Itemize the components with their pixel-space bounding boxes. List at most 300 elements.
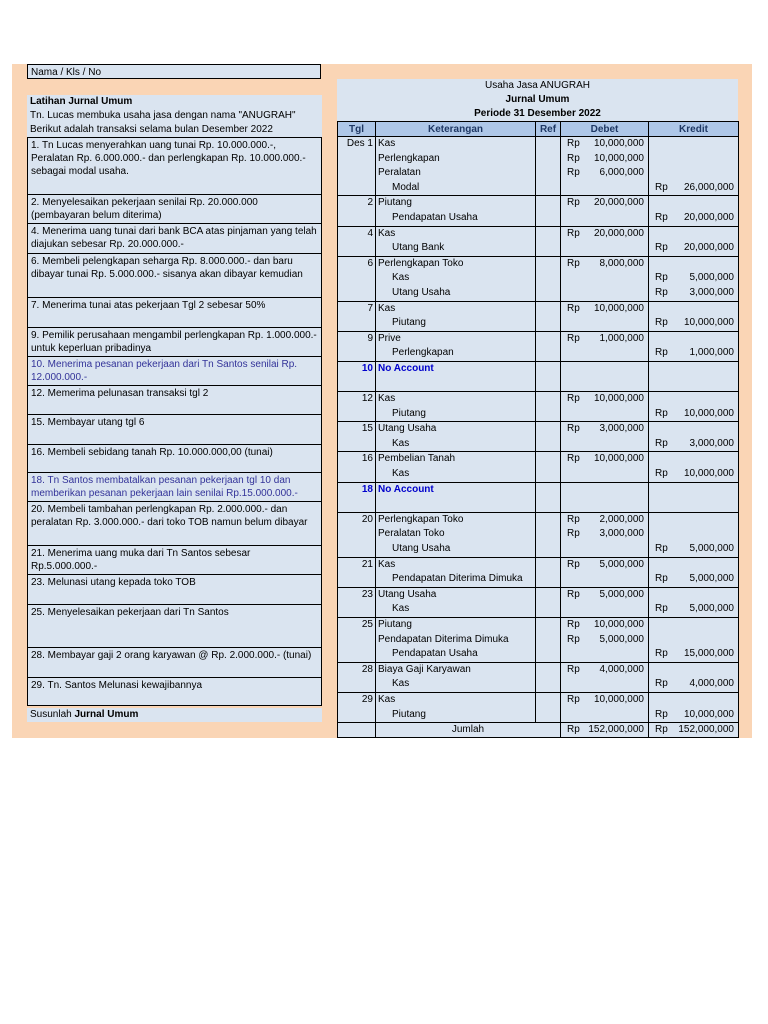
ref-cell [536, 422, 561, 452]
date-blank [338, 407, 375, 422]
credit-amount: 5,000,000 [689, 603, 734, 615]
exercise-panel [27, 95, 322, 722]
currency-label: Rp [567, 663, 580, 675]
ref-blank [536, 362, 560, 377]
account-name: Biaya Gaji Karyawan [378, 663, 471, 675]
transaction-item: 18. Tn Santos membatalkan pesanan pekerjaan tgl 10 dan memberikan pesanan pekerjaan lain senilai Rp.15.000.000.- [27, 473, 322, 502]
credit-line [649, 588, 738, 603]
credit-line [649, 437, 738, 452]
debit-cell [561, 301, 649, 331]
date-cell [338, 256, 376, 301]
journal-entry-row [338, 692, 739, 722]
credit-cell [649, 331, 739, 361]
ref-blank [536, 497, 560, 512]
date-blank [338, 377, 375, 392]
credit-line [649, 513, 738, 528]
account-cell [376, 587, 536, 617]
currency-label: Rp [655, 242, 668, 254]
exercise-intro-2: Berikut adalah transaksi selama bulan Desember 2022 [27, 123, 322, 137]
currency-label: Rp [655, 272, 668, 284]
date-blank [338, 152, 375, 167]
account-name: Kas [378, 558, 396, 570]
account-name: Utang Usaha [392, 543, 451, 555]
debit-line [561, 452, 648, 467]
debit-line [561, 513, 648, 528]
credit-line [649, 542, 738, 557]
currency-label: Rp [655, 181, 668, 193]
account-cell [376, 692, 536, 722]
entry-date: 29 [361, 693, 373, 705]
journal-entry-row [338, 196, 739, 226]
credit-amount: 10,000,000 [683, 407, 734, 419]
exercise-intro: Tn. Lucas membuka usaha jasa dengan nama "ANUGRAH" [27, 109, 322, 123]
account-name: Pendapatan Usaha [392, 211, 478, 223]
debit-cell [561, 452, 649, 482]
transaction-item: 23. Melunasi utang kepada toko TOB [27, 575, 322, 605]
credit-cell [649, 587, 739, 617]
ref-blank [536, 527, 560, 542]
credit-line [649, 271, 738, 286]
journal-entry-row [338, 137, 739, 196]
currency-label: Rp [655, 648, 668, 660]
account-cell [376, 557, 536, 587]
debit-line [561, 302, 648, 317]
currency-label: Rp [567, 528, 580, 540]
credit-line [649, 257, 738, 272]
transaction-item: 7. Menerima tunai atas pekerjaan Tgl 2 sebesar 50% [27, 298, 322, 328]
ref-blank [536, 137, 560, 152]
ref-blank [536, 647, 560, 662]
ref-blank [536, 513, 560, 528]
debit-line [561, 166, 648, 181]
ref-blank [536, 467, 560, 482]
credit-line [649, 663, 738, 678]
ref-blank [536, 181, 560, 196]
journal-panel [337, 79, 738, 738]
credit-cell [649, 226, 739, 256]
journal-entry-row [338, 361, 739, 391]
instruction-text: Susunlah [30, 709, 75, 720]
credit-cell [649, 361, 739, 391]
ref-cell [536, 692, 561, 722]
col-header-keterangan: Keterangan [376, 122, 536, 137]
debit-cell [561, 692, 649, 722]
debit-amount: 20,000,000 [593, 227, 644, 239]
credit-line [649, 618, 738, 633]
name-class-number-field[interactable]: Nama / Kls / No [27, 64, 321, 79]
transaction-item: 15. Membayar utang tgl 6 [27, 415, 322, 445]
account-cell [376, 482, 536, 512]
credit-line [649, 483, 738, 498]
date-cell [338, 452, 376, 482]
debit-line [561, 316, 648, 331]
credit-amount: 4,000,000 [689, 678, 734, 690]
account-cell [376, 137, 536, 196]
account-cell [376, 256, 536, 301]
journal-entry-row [338, 618, 739, 663]
total-label: Jumlah [376, 723, 561, 738]
ref-blank [536, 211, 560, 226]
ref-blank [536, 332, 560, 347]
credit-amount: 20,000,000 [683, 242, 734, 254]
journal-entry-row [338, 662, 739, 692]
currency-label: Rp [655, 678, 668, 690]
journal-entry-row [338, 331, 739, 361]
debit-cell [561, 482, 649, 512]
debit-line [561, 633, 648, 648]
date-blank [338, 647, 375, 662]
ref-cell [536, 301, 561, 331]
col-header-ref: Ref [536, 122, 561, 137]
credit-cell [649, 662, 739, 692]
date-cell [338, 226, 376, 256]
credit-cell [649, 301, 739, 331]
account-cell [376, 361, 536, 391]
debit-amount: 10,000,000 [593, 453, 644, 465]
credit-amount: 5,000,000 [689, 573, 734, 585]
date-blank [338, 527, 375, 542]
account-name: Pendapatan Usaha [392, 648, 478, 660]
debit-amount: 3,000,000 [599, 423, 644, 435]
entry-date: 6 [367, 257, 373, 269]
credit-amount: 1,000,000 [689, 347, 734, 359]
debit-amount: 3,000,000 [599, 528, 644, 540]
transaction-item: 1. Tn Lucas menyerahkan uang tunai Rp. 10.000.000.-, Peralatan Rp. 6.000.000.- dan perlengkapan Rp. 10.000.000.- sebagai modal usaha. [27, 137, 322, 195]
debit-line [561, 708, 648, 723]
entry-date: 16 [361, 453, 373, 465]
entry-date: 7 [367, 302, 373, 314]
currency-label: Rp [655, 211, 668, 223]
debit-amount: 10,000,000 [593, 152, 644, 164]
date-cell [338, 618, 376, 663]
account-name: Perlengkapan Toko [378, 513, 464, 525]
credit-amount: 10,000,000 [683, 708, 734, 720]
account-name: Kas [378, 693, 396, 705]
journal-entry-row [338, 587, 739, 617]
account-name: Peralatan Toko [378, 528, 445, 540]
debit-line [561, 346, 648, 361]
account-name: Kas [392, 603, 410, 615]
credit-line [649, 346, 738, 361]
account-name: Utang Usaha [392, 286, 451, 298]
currency-label: Rp [655, 603, 668, 615]
debit-line [561, 152, 648, 167]
date-blank [338, 677, 375, 692]
account-cell [376, 301, 536, 331]
ref-cell [536, 331, 561, 361]
transaction-item: 6. Membeli pelengkapan seharga Rp. 8.000.000.- dan baru dibayar tunai Rp. 5.000.000.- sisanya akan dibayar kemudian [27, 254, 322, 298]
credit-line [649, 467, 738, 482]
debit-amount: 5,000,000 [599, 558, 644, 570]
credit-amount: 10,000,000 [683, 468, 734, 480]
ref-blank [536, 346, 560, 361]
debit-cell [561, 361, 649, 391]
credit-line [649, 166, 738, 181]
debit-cell [561, 512, 649, 557]
account-name: Perlengkapan [392, 347, 454, 359]
entry-date: 2 [367, 197, 373, 209]
debit-line [561, 693, 648, 708]
journal-table [337, 121, 739, 738]
date-blank [338, 708, 375, 723]
ref-cell [536, 392, 561, 422]
debit-amount: 10,000,000 [593, 693, 644, 705]
company-name: Usaha Jasa ANUGRAH [337, 79, 738, 93]
ref-blank [536, 152, 560, 167]
entry-date: 20 [361, 513, 373, 525]
debit-line [561, 286, 648, 301]
debit-amount: 4,000,000 [599, 663, 644, 675]
ref-blank [536, 392, 560, 407]
currency-label: Rp [655, 708, 668, 720]
account-cell [376, 618, 536, 663]
currency-label: Rp [567, 558, 580, 570]
ref-blank [536, 708, 560, 723]
col-header-tgl: Tgl [338, 122, 376, 137]
debit-line [561, 377, 648, 392]
debit-amount: 2,000,000 [599, 513, 644, 525]
credit-line [649, 241, 738, 256]
account-cell [376, 662, 536, 692]
account-cell [376, 196, 536, 226]
currency-label: Rp [655, 573, 668, 585]
journal-entry-row [338, 482, 739, 512]
credit-line [649, 527, 738, 542]
account-cell [376, 452, 536, 482]
debit-line [561, 407, 648, 422]
currency-label: Rp [655, 468, 668, 480]
ref-blank [536, 166, 560, 181]
exercise-instruction [27, 708, 322, 722]
account-name: Peralatan [378, 167, 421, 179]
account-name: Kas [392, 437, 410, 449]
date-cell [338, 392, 376, 422]
transaction-item: 29. Tn. Santos Melunasi kewajibannya [27, 678, 322, 706]
journal-entry-row [338, 512, 739, 557]
date-blank [338, 602, 375, 617]
date-cell [338, 482, 376, 512]
currency-label: Rp [655, 286, 668, 298]
ref-blank [536, 602, 560, 617]
debit-line [561, 497, 648, 512]
date-blank [338, 316, 375, 331]
date-cell [338, 361, 376, 391]
ref-cell [536, 226, 561, 256]
debit-line [561, 677, 648, 692]
currency-label: Rp [567, 302, 580, 314]
account-name: Perlengkapan [378, 152, 440, 164]
journal-entry-row [338, 557, 739, 587]
date-cell [338, 557, 376, 587]
account-name: Utang Bank [392, 242, 445, 254]
entry-date: 25 [361, 619, 373, 630]
currency-label: Rp [567, 633, 580, 645]
credit-line [649, 286, 738, 301]
account-name: Piutang [378, 197, 412, 209]
total-credit-cell [649, 723, 739, 738]
credit-cell [649, 557, 739, 587]
journal-entry-row [338, 226, 739, 256]
debit-line [561, 392, 648, 407]
debit-line [561, 137, 648, 152]
journal-title: Jurnal Umum [337, 93, 738, 107]
currency-label: Rp [567, 332, 580, 344]
debit-cell [561, 256, 649, 301]
credit-line [649, 677, 738, 692]
debit-amount: 20,000,000 [593, 197, 644, 209]
credit-line [649, 211, 738, 226]
credit-amount: 5,000,000 [689, 272, 734, 284]
transaction-item: 25. Menyelesaikan pekerjaan dari Tn Santos [27, 605, 322, 648]
ref-cell [536, 482, 561, 512]
credit-cell [649, 452, 739, 482]
account-name: Piutang [378, 619, 412, 630]
account-name: Piutang [392, 407, 426, 419]
debit-line [561, 588, 648, 603]
ref-cell [536, 587, 561, 617]
credit-line [649, 377, 738, 392]
debit-line [561, 542, 648, 557]
ref-blank [536, 377, 560, 392]
entry-date: 10 [361, 362, 373, 374]
credit-line [649, 497, 738, 512]
entry-date: 23 [361, 588, 373, 600]
currency-label: Rp [567, 724, 580, 736]
credit-amount: 3,000,000 [689, 286, 734, 298]
currency-label: Rp [567, 152, 580, 164]
ref-blank [536, 452, 560, 467]
credit-line [649, 302, 738, 317]
credit-amount: 20,000,000 [683, 211, 734, 223]
debit-amount: 10,000,000 [593, 138, 644, 149]
ref-blank [536, 271, 560, 286]
credit-line [649, 558, 738, 573]
debit-amount: 5,000,000 [599, 633, 644, 645]
debit-line [561, 618, 648, 633]
debit-cell [561, 226, 649, 256]
transaction-item: 21. Menerima uang muka dari Tn Santos sebesar Rp.5.000.000.- [27, 546, 322, 575]
date-cell [338, 512, 376, 557]
ref-blank [536, 542, 560, 557]
debit-amount: 10,000,000 [593, 302, 644, 314]
ref-blank [536, 286, 560, 301]
currency-label: Rp [567, 453, 580, 465]
debit-line [561, 527, 648, 542]
journal-entry-row [338, 392, 739, 422]
debit-line [561, 467, 648, 482]
ref-cell [536, 618, 561, 663]
transaction-list [27, 137, 322, 706]
ref-cell [536, 662, 561, 692]
credit-cell [649, 692, 739, 722]
account-name: Kas [392, 468, 410, 480]
journal-total-row [338, 723, 739, 738]
currency-label: Rp [567, 227, 580, 239]
debit-line [561, 241, 648, 256]
ref-blank [536, 196, 560, 211]
date-blank [338, 497, 375, 512]
account-name: Perlengkapan Toko [378, 257, 464, 269]
account-cell [376, 422, 536, 452]
ref-blank [536, 316, 560, 331]
ref-blank [536, 437, 560, 452]
journal-entry-row [338, 422, 739, 452]
no-account-label: No Account [378, 483, 434, 495]
date-blank [338, 542, 375, 557]
transaction-item: 12. Memerima pelunasan transaksi tgl 2 [27, 386, 322, 415]
credit-line [649, 332, 738, 347]
account-name: Kas [378, 138, 396, 149]
ref-cell [536, 256, 561, 301]
entry-date: 15 [361, 423, 373, 435]
date-cell [338, 692, 376, 722]
debit-cell [561, 137, 649, 196]
transaction-item: 10. Menerima pesanan pekerjaan dari Tn Santos senilai Rp. 12.000.000.- [27, 357, 322, 386]
ref-blank [536, 693, 560, 708]
debit-line [561, 271, 648, 286]
date-blank [338, 346, 375, 361]
transaction-item: 20. Membeli tambahan perlengkapan Rp. 2.000.000.- dan peralatan Rp. 3.000.000.- dari toko TOB namun belum dibayar [27, 502, 322, 546]
credit-line [649, 647, 738, 662]
credit-line [649, 422, 738, 437]
account-name: Pembelian Tanah [378, 453, 456, 465]
account-name: Utang Usaha [378, 423, 437, 435]
date-blank [338, 271, 375, 286]
ref-cell [536, 452, 561, 482]
journal-entry-row [338, 301, 739, 331]
debit-amount: 6,000,000 [599, 167, 644, 179]
account-cell [376, 392, 536, 422]
credit-line [649, 137, 738, 152]
transaction-item: 9. Pemilik perusahaan mengambil perlengkapan Rp. 1.000.000.- untuk keperluan pribadinya [27, 328, 322, 357]
entry-date: 12 [361, 393, 373, 405]
account-name: Kas [378, 393, 396, 405]
total-debit-cell [561, 723, 649, 738]
entry-date: 4 [367, 227, 373, 239]
credit-amount: 5,000,000 [689, 543, 734, 555]
account-name: Pendapatan Diterima Dimuka [378, 633, 509, 645]
currency-label: Rp [567, 138, 580, 149]
credit-cell [649, 196, 739, 226]
date-cell [338, 422, 376, 452]
currency-label: Rp [655, 724, 668, 736]
currency-label: Rp [655, 543, 668, 555]
ref-cell [536, 557, 561, 587]
transaction-item: 28. Membayar gaji 2 orang karyawan @ Rp. 2.000.000.- (tunai) [27, 648, 322, 678]
credit-line [649, 708, 738, 723]
ref-blank [536, 572, 560, 587]
debit-amount: 1,000,000 [599, 332, 644, 344]
credit-amount: 10,000,000 [683, 317, 734, 329]
ref-cell [536, 196, 561, 226]
entry-date: 9 [367, 332, 373, 344]
credit-amount: 26,000,000 [683, 181, 734, 193]
debit-cell [561, 618, 649, 663]
debit-amount: 10,000,000 [593, 393, 644, 405]
instruction-emphasis: Jurnal Umum [74, 709, 139, 720]
journal-entry-row [338, 256, 739, 301]
ref-blank [536, 618, 560, 633]
currency-label: Rp [567, 513, 580, 525]
currency-label: Rp [567, 619, 580, 630]
date-cell [338, 587, 376, 617]
credit-line [649, 316, 738, 331]
ref-blank [536, 302, 560, 317]
debit-line [561, 211, 648, 226]
debit-line [561, 602, 648, 617]
debit-cell [561, 662, 649, 692]
credit-line [649, 452, 738, 467]
